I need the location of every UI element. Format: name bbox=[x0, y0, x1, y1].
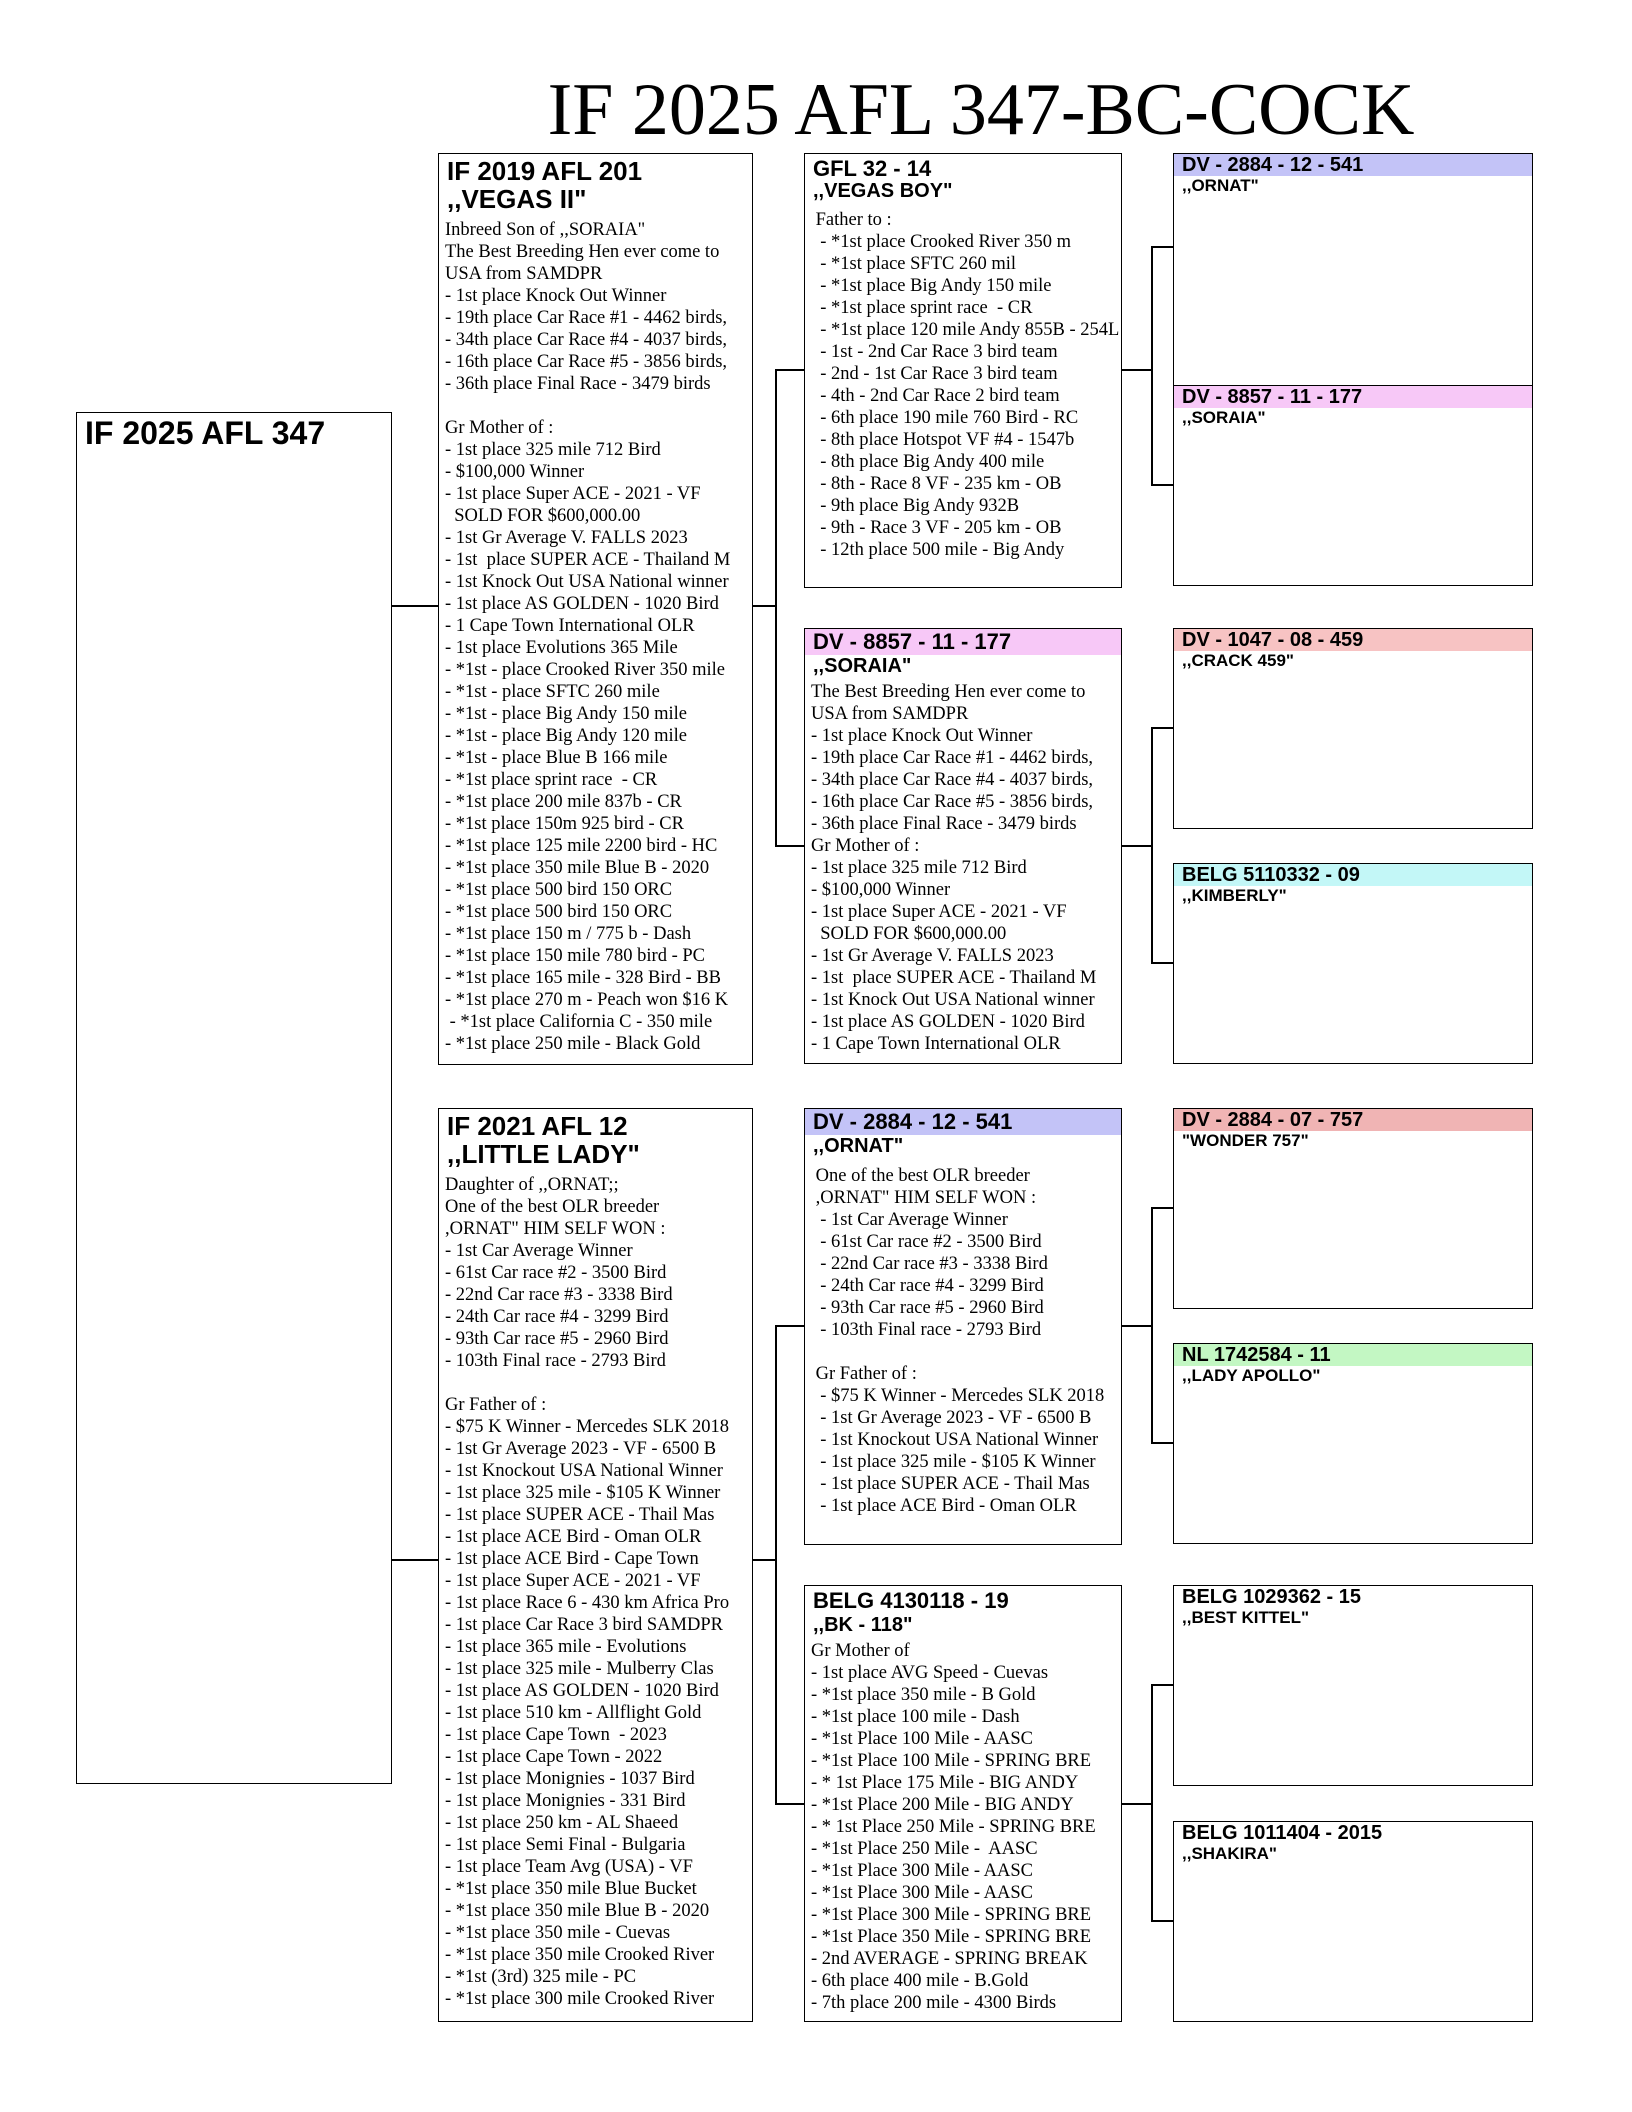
achievement-line: - 12th place 500 mile - Big Andy bbox=[811, 540, 1065, 560]
achievement-line: - 36th place Final Race - 3479 birds bbox=[445, 374, 711, 394]
achievement-line: - *1st Place 300 Mile - AASC bbox=[811, 1883, 1033, 1903]
dam-ring-number: IF 2021 AFL 12 bbox=[447, 1111, 628, 1140]
great-grandparent-name: ,,KIMBERLY" bbox=[1182, 886, 1287, 905]
achievement-line: - 1st Knock Out USA National winner bbox=[811, 990, 1095, 1010]
achievement-line: - 1st place AS GOLDEN - 1020 Bird bbox=[445, 594, 719, 614]
achievement-line: - 1st place 325 mile - Mulberry Clas bbox=[445, 1659, 714, 1679]
achievement-line: - 8th place Big Andy 400 mile bbox=[811, 452, 1045, 472]
achievement-line: Daughter of ,,ORNAT;; bbox=[445, 1175, 619, 1195]
achievement-line: - 36th place Final Race - 3479 birds bbox=[811, 814, 1077, 834]
achievement-line: - 9th place Big Andy 932B bbox=[811, 496, 1020, 516]
achievement-line: - $100,000 Winner bbox=[445, 462, 585, 482]
achievement-line: - 6th place 190 mile 760 Bird - RC bbox=[811, 408, 1079, 428]
great-grandparent-name: ,,CRACK 459" bbox=[1182, 651, 1294, 670]
achievement-line: - *1st place Crooked River 350 m bbox=[811, 232, 1071, 252]
achievement-line: - *1st - place Crooked River 350 mile bbox=[445, 660, 726, 680]
achievement-line: Gr Mother of bbox=[811, 1641, 910, 1661]
achievement-line: - 1st place SUPER ACE - Thailand M bbox=[445, 550, 731, 570]
achievement-line: - 61st Car race #2 - 3500 Bird bbox=[811, 1232, 1042, 1252]
achievement-line: - 1st place 365 mile - Evolutions bbox=[445, 1637, 687, 1657]
achievement-line: - 9th - Race 3 VF - 205 km - OB bbox=[811, 518, 1062, 538]
great-grandparent-ring-number: DV - 2884 - 12 - 541 bbox=[1174, 154, 1532, 176]
achievement-line: USA from SAMDPR bbox=[445, 264, 603, 284]
achievement-line: - 1st place Evolutions 365 Mile bbox=[445, 638, 678, 658]
connector-line bbox=[776, 1560, 804, 1804]
sire-ring-number: IF 2019 AFL 201 bbox=[447, 156, 643, 185]
achievement-line: - *1st place California C - 350 mile bbox=[445, 1012, 713, 1032]
achievement-line: - * 1st Place 250 Mile - SPRING BRE bbox=[811, 1817, 1096, 1837]
achievement-line: - *1st place 350 mile Crooked River bbox=[445, 1945, 715, 1965]
achievement-line: - 1st Gr Average V. FALLS 2023 bbox=[811, 946, 1054, 966]
great-grandparent-name: ,,ORNAT" bbox=[1182, 176, 1259, 195]
sire-name: ,,VEGAS II" bbox=[447, 185, 587, 213]
achievement-line: - 1st place Super ACE - 2021 - VF bbox=[811, 902, 1067, 922]
achievement-line: - 1st Gr Average V. FALLS 2023 bbox=[445, 528, 688, 548]
achievement-line: - $75 K Winner - Mercedes SLK 2018 bbox=[445, 1417, 730, 1437]
achievement-line: - $75 K Winner - Mercedes SLK 2018 bbox=[811, 1386, 1105, 1406]
achievement-line: - *1st place 125 mile 2200 bird - HC bbox=[445, 836, 718, 856]
achievement-line: - 1st place 325 mile 712 Bird bbox=[811, 858, 1027, 878]
achievement-line: - 2nd AVERAGE - SPRING BREAK bbox=[811, 1949, 1088, 1969]
achievement-line: - *1st - place Big Andy 120 mile bbox=[445, 726, 688, 746]
achievement-line: - 19th place Car Race #1 - 4462 birds, bbox=[445, 308, 728, 328]
achievement-line: - 1st place SUPER ACE - Thail Mas bbox=[811, 1474, 1090, 1494]
achievement-line: - *1st place 150 m / 775 b - Dash bbox=[445, 924, 692, 944]
achievement-line: - 1st Knock Out USA National winner bbox=[445, 572, 729, 592]
connector-line bbox=[776, 606, 804, 846]
achievement-line: - *1st - place Blue B 166 mile bbox=[445, 748, 668, 768]
achievement-line: - * 1st Place 175 Mile - BIG ANDY bbox=[811, 1773, 1079, 1793]
achievement-line: - 1st place Cape Town - 2022 bbox=[445, 1747, 663, 1767]
achievement-line: - *1st place sprint race - CR bbox=[445, 770, 658, 790]
achievement-line: - 1st place 250 km - AL Shaeed bbox=[445, 1813, 679, 1833]
achievement-line: - $100,000 Winner bbox=[811, 880, 951, 900]
achievement-line: - *1st place SFTC 260 mil bbox=[811, 254, 1017, 274]
achievement-line: - *1st - place Big Andy 150 mile bbox=[445, 704, 688, 724]
great-grandparent-ring-number: DV - 1047 - 08 - 459 bbox=[1174, 629, 1532, 651]
great-grandparent-ring-number: BELG 5110332 - 09 bbox=[1174, 864, 1532, 886]
achievement-line: - 1st place 510 km - Allflight Gold bbox=[445, 1703, 702, 1723]
achievement-line: - 24th Car race #4 - 3299 Bird bbox=[811, 1276, 1044, 1296]
achievement-line: Inbreed Son of ,,SORAIA" bbox=[445, 220, 646, 240]
achievement-line: - 1st - 2nd Car Race 3 bird team bbox=[811, 342, 1058, 362]
achievement-line: - 1st place 325 mile - $105 K Winner bbox=[811, 1452, 1096, 1472]
achievement-line: - *1st Place 350 Mile - SPRING BRE bbox=[811, 1927, 1092, 1947]
connector-line bbox=[753, 370, 804, 606]
achievement-line: - *1st Place 100 Mile - SPRING BRE bbox=[811, 1751, 1092, 1771]
great-grandparent-ring-number: NL 1742584 - 11 bbox=[1174, 1344, 1532, 1366]
achievement-line: ,ORNAT" HIM SELF WON : bbox=[811, 1188, 1037, 1208]
connector-line bbox=[753, 1326, 804, 1560]
connector-line bbox=[1122, 728, 1173, 846]
achievement-line: - *1st place 350 mile Blue Bucket bbox=[445, 1879, 697, 1899]
achievement-line: - *1st Place 100 Mile - AASC bbox=[811, 1729, 1033, 1749]
achievement-line: - 4th - 2nd Car Race 2 bird team bbox=[811, 386, 1060, 406]
great-grandparent-ring-number: BELG 1029362 - 15 bbox=[1174, 1586, 1532, 1608]
great-grandparent-ring-number: DV - 8857 - 11 - 177 bbox=[1174, 386, 1532, 408]
achievement-line: - 8th - Race 8 VF - 235 km - OB bbox=[811, 474, 1062, 494]
achievement-line: SOLD FOR $600,000.00 bbox=[445, 506, 641, 526]
achievement-line: - 1st Car Average Winner bbox=[811, 1210, 1008, 1230]
achievement-line: - *1st place 270 m - Peach won $16 K bbox=[445, 990, 729, 1010]
achievement-line: - 8th place Hotspot VF #4 - 1547b bbox=[811, 430, 1075, 450]
grandsire-maternal-ring-number: DV - 2884 - 12 - 541 bbox=[805, 1109, 1121, 1135]
achievement-line: - 24th Car race #4 - 3299 Bird bbox=[445, 1307, 669, 1327]
achievement-line: - *1st place 500 bird 150 ORC bbox=[445, 880, 673, 900]
achievement-line: - 2nd - 1st Car Race 3 bird team bbox=[811, 364, 1058, 384]
achievement-line: - 1st place Race 6 - 430 km Africa Pro bbox=[445, 1593, 730, 1613]
granddam-maternal-ring-number: BELG 4130118 - 19 bbox=[813, 1588, 1009, 1613]
achievement-line: Gr Father of : bbox=[445, 1395, 547, 1415]
achievement-line: - 1st Knockout USA National Winner bbox=[445, 1461, 723, 1481]
achievement-line: The Best Breeding Hen ever come to bbox=[811, 682, 1086, 702]
achievement-line: - 22nd Car race #3 - 3338 Bird bbox=[445, 1285, 673, 1305]
achievement-line: - 1st place SUPER ACE - Thailand M bbox=[811, 968, 1097, 988]
achievement-line: - *1st place 350 mile - Cuevas bbox=[445, 1923, 671, 1943]
achievement-line: - 6th place 400 mile - B.Gold bbox=[811, 1971, 1029, 1991]
great-grandparent-ring-number: DV - 2884 - 07 - 757 bbox=[1174, 1109, 1532, 1131]
page-title: IF 2025 AFL 347-BC-COCK bbox=[547, 69, 1415, 151]
achievement-line: - 1st place Super ACE - 2021 - VF bbox=[445, 1571, 701, 1591]
connector-line bbox=[1152, 1804, 1173, 1921]
great-grandparent-name: ,,BEST KITTEL" bbox=[1182, 1608, 1310, 1627]
achievement-line: - 93th Car race #5 - 2960 Bird bbox=[445, 1329, 669, 1349]
achievement-line: One of the best OLR breeder bbox=[811, 1166, 1030, 1186]
great-grandparent-name: ,,SORAIA" bbox=[1182, 408, 1266, 427]
grandsire-paternal-name: ,,VEGAS BOY" bbox=[813, 182, 953, 201]
achievement-line: - *1st place 350 mile Blue B - 2020 bbox=[445, 858, 710, 878]
achievement-line: - *1st place 150 mile 780 bird - PC bbox=[445, 946, 705, 966]
achievement-line: - *1st place 350 mile Blue B - 2020 bbox=[445, 1901, 710, 1921]
achievement-line: - 34th place Car Race #4 - 4037 birds, bbox=[445, 330, 728, 350]
achievement-line: - 1st place SUPER ACE - Thail Mas bbox=[445, 1505, 715, 1525]
achievement-line: - 1st place AVG Speed - Cuevas bbox=[811, 1663, 1049, 1683]
achievement-line: - *1st Place 200 Mile - BIG ANDY bbox=[811, 1795, 1074, 1815]
achievement-line: - *1st place 300 mile Crooked River bbox=[445, 1989, 715, 2009]
achievement-line: - *1st (3rd) 325 mile - PC bbox=[445, 1967, 637, 1987]
achievement-line: - 34th place Car Race #4 - 4037 birds, bbox=[811, 770, 1094, 790]
achievement-line: - 1st place Car Race 3 bird SAMDPR bbox=[445, 1615, 723, 1635]
connector-line bbox=[1122, 1208, 1173, 1326]
achievement-line: - 1 Cape Town International OLR bbox=[811, 1034, 1061, 1054]
achievement-line: - 1st Knockout USA National Winner bbox=[811, 1430, 1099, 1450]
great-grandparent-name: "WONDER 757" bbox=[1182, 1131, 1309, 1150]
connector-line bbox=[1122, 1685, 1173, 1804]
achievement-line: - *1st place 165 mile - 328 Bird - BB bbox=[445, 968, 721, 988]
achievement-line: - 1 Cape Town International OLR bbox=[445, 616, 695, 636]
achievement-line: - *1st Place 300 Mile - SPRING BRE bbox=[811, 1905, 1092, 1925]
achievement-line: Gr Father of : bbox=[811, 1364, 917, 1384]
achievement-line: - *1st Place 250 Mile - AASC bbox=[811, 1839, 1038, 1859]
achievement-line: Gr Mother of : bbox=[445, 418, 554, 438]
connector-line bbox=[1152, 1326, 1173, 1443]
achievement-line: - 19th place Car Race #1 - 4462 birds, bbox=[811, 748, 1094, 768]
achievement-line: - 1st place Knock Out Winner bbox=[811, 726, 1033, 746]
achievement-line: - 1st place Cape Town - 2023 bbox=[445, 1725, 667, 1745]
achievement-line: - 1st place Semi Final - Bulgaria bbox=[445, 1835, 686, 1855]
grandsire-maternal-name: ,,ORNAT" bbox=[813, 1135, 904, 1157]
achievement-line: - 1st place AS GOLDEN - 1020 Bird bbox=[811, 1012, 1085, 1032]
achievement-line: USA from SAMDPR bbox=[811, 704, 969, 724]
achievement-line: ,ORNAT" HIM SELF WON : bbox=[445, 1219, 666, 1239]
achievement-line: - *1st place sprint race - CR bbox=[811, 298, 1033, 318]
achievement-line: - 16th place Car Race #5 - 3856 birds, bbox=[445, 352, 728, 372]
achievement-line: - 1st place ACE Bird - Oman OLR bbox=[811, 1496, 1077, 1516]
achievement-line: - *1st place 200 mile 837b - CR bbox=[445, 792, 682, 812]
achievement-line: - *1st place 120 mile Andy 855B - 254L bbox=[811, 320, 1120, 340]
achievement-line: Father to : bbox=[811, 210, 892, 230]
achievement-line: One of the best OLR breeder bbox=[445, 1197, 660, 1217]
granddam-paternal-ring-number: DV - 8857 - 11 - 177 bbox=[805, 629, 1121, 655]
achievement-line: - *1st - place SFTC 260 mile bbox=[445, 682, 660, 702]
achievement-line: - 1st Gr Average 2023 - VF - 6500 B bbox=[811, 1408, 1092, 1428]
great-grandparent-name: ,,LADY APOLLO" bbox=[1182, 1366, 1321, 1385]
subject-ring-number: IF 2025 AFL 347 bbox=[85, 415, 326, 451]
great-grandparent-ring-number: BELG 1011404 - 2015 bbox=[1174, 1822, 1532, 1844]
achievement-line: - 1st place Super ACE - 2021 - VF bbox=[445, 484, 701, 504]
achievement-line: - *1st place 350 mile - B Gold bbox=[811, 1685, 1036, 1705]
connector-line bbox=[1152, 370, 1173, 485]
achievement-line: - 7th place 200 mile - 4300 Birds bbox=[811, 1993, 1057, 2013]
achievement-line: - 1st place ACE Bird - Cape Town bbox=[445, 1549, 699, 1569]
achievement-line: - 61st Car race #2 - 3500 Bird bbox=[445, 1263, 667, 1283]
connector-line bbox=[1122, 247, 1173, 370]
achievement-line: - *1st place 150m 925 bird - CR bbox=[445, 814, 684, 834]
achievement-line: - 103th Final race - 2793 Bird bbox=[445, 1351, 666, 1371]
achievement-line: - 1st Car Average Winner bbox=[445, 1241, 633, 1261]
great-grandparent-name: ,,SHAKIRA" bbox=[1182, 1844, 1277, 1863]
connector-line bbox=[1152, 846, 1173, 963]
achievement-line: - 16th place Car Race #5 - 3856 birds, bbox=[811, 792, 1094, 812]
achievement-line: - 93th Car race #5 - 2960 Bird bbox=[811, 1298, 1044, 1318]
achievement-line: - 1st place Monignies - 1037 Bird bbox=[445, 1769, 695, 1789]
granddam-maternal-name: ,,BK - 118" bbox=[813, 1614, 913, 1636]
achievement-line: Gr Mother of : bbox=[811, 836, 920, 856]
achievement-line: - *1st place 100 mile - Dash bbox=[811, 1707, 1020, 1727]
granddam-paternal-name: ,,SORAIA" bbox=[813, 655, 912, 677]
achievement-line: - 1st place Knock Out Winner bbox=[445, 286, 667, 306]
achievement-line: - *1st place Big Andy 150 mile bbox=[811, 276, 1052, 296]
achievement-line: - 1st Gr Average 2023 - VF - 6500 B bbox=[445, 1439, 717, 1459]
achievement-line: - 1st place Team Avg (USA) - VF bbox=[445, 1857, 693, 1877]
achievement-line: - 1st place AS GOLDEN - 1020 Bird bbox=[445, 1681, 719, 1701]
achievement-line: - *1st Place 300 Mile - AASC bbox=[811, 1861, 1033, 1881]
achievement-line: - 1st place Monignies - 331 Bird bbox=[445, 1791, 686, 1811]
achievement-line: - 1st place 325 mile - $105 K Winner bbox=[445, 1483, 721, 1503]
dam-name: ,,LITTLE LADY" bbox=[447, 1140, 640, 1168]
achievement-line: - 103th Final race - 2793 Bird bbox=[811, 1320, 1042, 1340]
achievement-line: - *1st place 500 bird 150 ORC bbox=[445, 902, 673, 922]
achievement-line: - 1st place ACE Bird - Oman OLR bbox=[445, 1527, 702, 1547]
achievement-line: - 1st place 325 mile 712 Bird bbox=[445, 440, 661, 460]
achievement-line: - *1st place 250 mile - Black Gold bbox=[445, 1034, 701, 1054]
achievement-line: SOLD FOR $600,000.00 bbox=[811, 924, 1007, 944]
grandsire-paternal-ring-number: GFL 32 - 14 bbox=[813, 156, 932, 181]
achievement-line: The Best Breeding Hen ever come to bbox=[445, 242, 720, 262]
achievement-line: - 22nd Car race #3 - 3338 Bird bbox=[811, 1254, 1048, 1274]
